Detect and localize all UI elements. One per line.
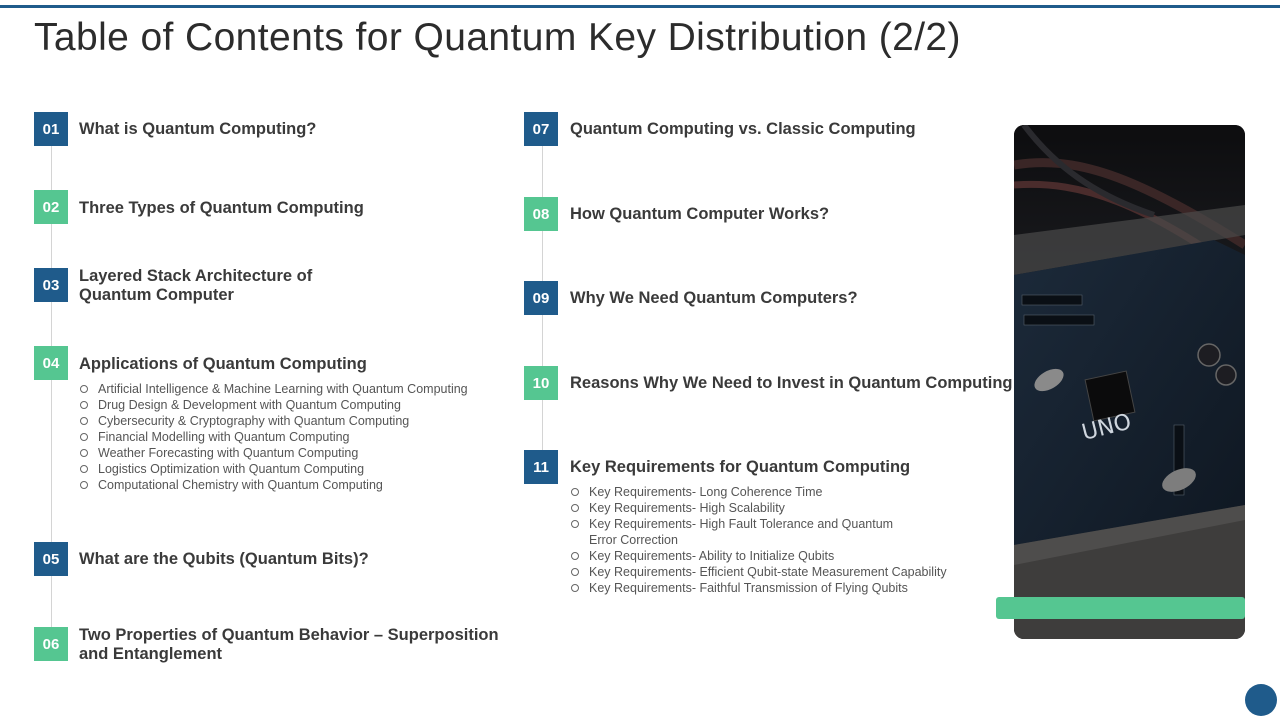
bullet-item: Artificial Intelligence & Machine Learning with Quantum Computing	[79, 381, 468, 397]
toc-item-title-line: Layered Stack Architecture of	[79, 267, 313, 285]
toc-item-title	[79, 267, 312, 305]
top-accent-rule	[0, 5, 1280, 8]
toc-number-badge: 05	[34, 542, 68, 576]
bullet-item: Key Requirements- Ability to Initialize Qubits	[570, 548, 947, 564]
toc-item-title: How Quantum Computer Works?	[570, 205, 830, 223]
bullet-item: Weather Forecasting with Quantum Computing	[79, 445, 468, 461]
corner-circle	[1245, 684, 1277, 716]
bullet-item: Key Requirements- High Scalability	[570, 500, 947, 516]
accent-bar	[996, 597, 1245, 619]
circuit-board-photo	[1014, 125, 1245, 639]
bullet-item: Logistics Optimization with Quantum Computing	[79, 461, 468, 477]
toc-number-badge: 10	[524, 366, 558, 400]
bullet-text-continuation: Error Correction	[589, 533, 678, 547]
bullet-item: Financial Modelling with Quantum Computing	[79, 429, 468, 445]
toc-item-title: Applications of Quantum Computing	[79, 355, 367, 373]
toc-item-bullets	[79, 381, 468, 493]
toc-item-title: What is Quantum Computing?	[79, 120, 317, 138]
toc-item-bullets	[570, 484, 947, 596]
toc-item-title: Key Requirements for Quantum Computing	[570, 458, 911, 476]
toc-item-title-line: and Entanglement	[79, 645, 223, 663]
toc-item-title: Reasons Why We Need to Invest in Quantum Computing	[570, 374, 1013, 392]
bullet-text: Key Requirements- High Fault Tolerance and Quantum	[589, 517, 894, 531]
toc-number-badge: 01	[34, 112, 68, 146]
toc-number-badge: 04	[34, 346, 68, 380]
toc-item-title: Why We Need Quantum Computers?	[570, 289, 858, 307]
toc-item-title: Three Types of Quantum Computing	[79, 199, 364, 217]
bullet-item: Key Requirements- Faithful Transmission of Flying Qubits	[570, 580, 947, 596]
toc-item-title-line: Quantum Computer	[79, 286, 234, 304]
toc-number-badge: 09	[524, 281, 558, 315]
bullet-item: Key Requirements- Efficient Qubit-state Measurement Capability	[570, 564, 947, 580]
bullet-item: Cybersecurity & Cryptography with Quantum Computing	[79, 413, 468, 429]
toc-number-badge: 07	[524, 112, 558, 146]
bullet-item	[570, 516, 947, 548]
toc-item-title	[79, 626, 499, 664]
bullet-item: Drug Design & Development with Quantum Computing	[79, 397, 468, 413]
toc-item-title: Quantum Computing vs. Classic Computing	[570, 120, 916, 138]
toc-item-title-line: Two Properties of Quantum Behavior – Superposition	[79, 626, 499, 644]
page-title: Table of Contents for Quantum Key Distribution (2/2)	[34, 16, 961, 59]
board-label: UNO	[1079, 409, 1134, 446]
toc-number-badge: 03	[34, 268, 68, 302]
toc-item-title: What are the Qubits (Quantum Bits)?	[79, 550, 369, 568]
toc-number-badge: 08	[524, 197, 558, 231]
bullet-item: Computational Chemistry with Quantum Computing	[79, 477, 468, 493]
toc-number-badge: 11	[524, 450, 558, 484]
toc-number-badge: 06	[34, 627, 68, 661]
bullet-item: Key Requirements- Long Coherence Time	[570, 484, 947, 500]
circuit-board-icon	[1014, 125, 1245, 639]
toc-number-badge: 02	[34, 190, 68, 224]
